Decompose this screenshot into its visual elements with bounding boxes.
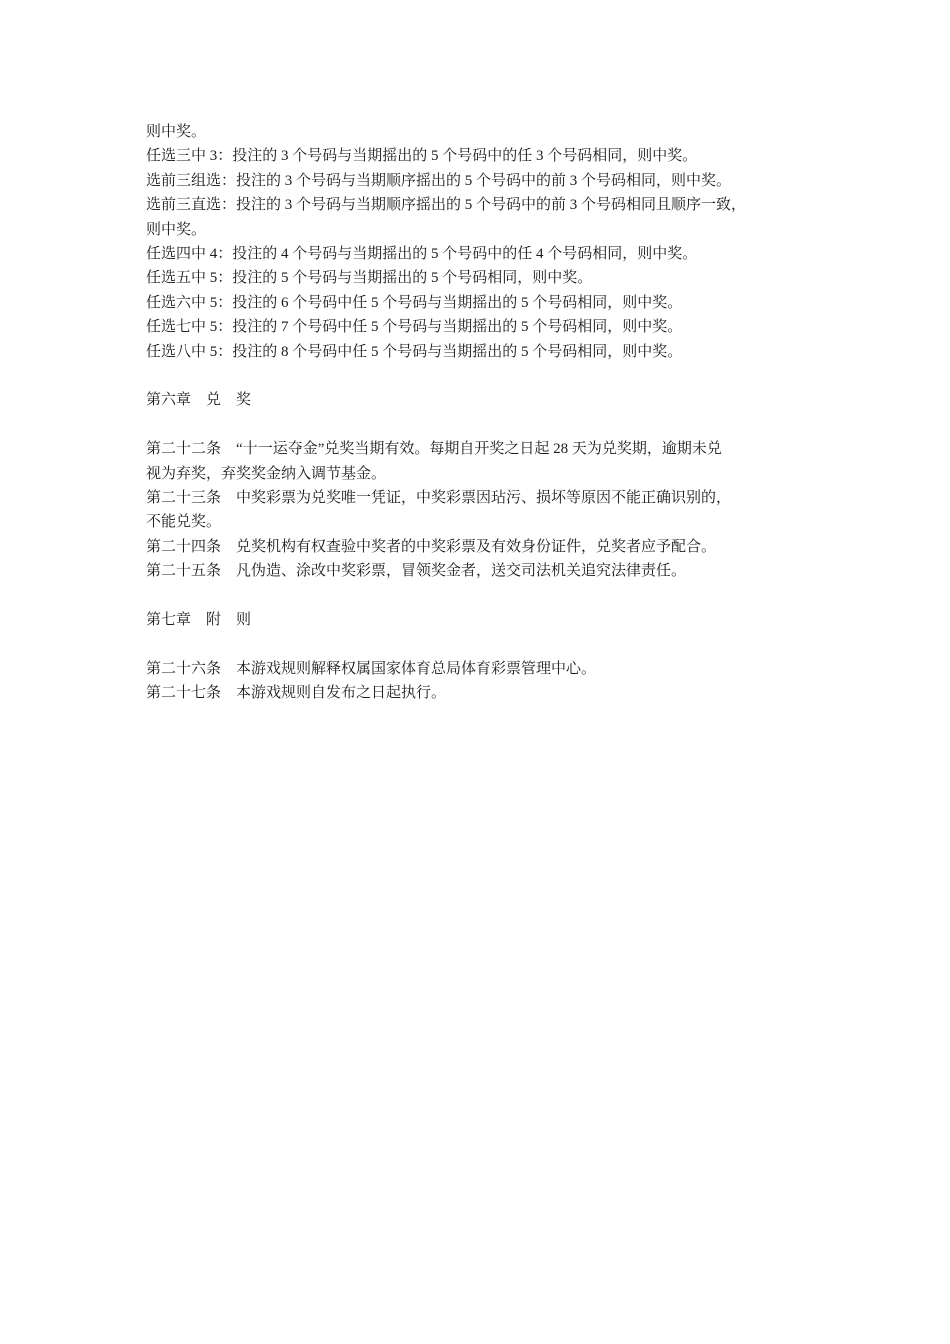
article-text: “十一运夺金”兑奖当期有效。每期自开奖之日起 28 天为兑奖期，逾期未兑	[236, 441, 722, 458]
article-number: 第二十二条	[146, 441, 222, 458]
rule-line: 则中奖。	[146, 124, 207, 140]
article-text: 凡伪造、涂改中奖彩票，冒领奖金者，送交司法机关追究法律责任。	[236, 563, 687, 580]
rule-line: 任选三中 3：投注的 3 个号码与当期摇出的 5 个号码中的任 3 个号码相同，则中奖。	[146, 148, 698, 165]
article-text: 不能兑奖。	[146, 514, 222, 531]
chapter6-articles	[146, 437, 818, 583]
chapter-heading: 第六章 兑 奖	[146, 392, 252, 409]
spacer	[146, 632, 818, 656]
article-text: 视为弃奖，弃奖奖金纳入调节基金。	[146, 465, 387, 482]
rule-line: 选前三组选：投注的 3 个号码与当期顺序摇出的 5 个号码中的前 3 个号码相同，则中奖。	[146, 172, 732, 189]
rule-line: 任选七中 5：投注的 7 个号码中任 5 个号码与当期摇出的 5 个号码相同，则中奖。	[146, 319, 683, 336]
article-text: 中奖彩票为兑奖唯一凭证，中奖彩票因玷污、损坏等原因不能正确识别的，	[236, 490, 732, 507]
article-22	[146, 437, 818, 486]
spacer	[146, 364, 818, 388]
article-text: 本游戏规则自发布之日起执行。	[236, 685, 447, 702]
article-23	[146, 486, 818, 535]
article-number: 第二十七条	[146, 685, 222, 702]
article-number: 第二十六条	[146, 660, 222, 677]
rule-line: 任选六中 5：投注的 6 个号码中任 5 个号码与当期摇出的 5 个号码相同，则中奖。	[146, 294, 683, 311]
document-page	[146, 120, 818, 706]
article-text: 兑奖机构有权查验中奖者的中奖彩票及有效身份证件，兑奖者应予配合。	[236, 538, 717, 555]
rule-line: 选前三直选：投注的 3 个号码与当期顺序摇出的 5 个号码中的前 3 个号码相同且顺序一致，	[146, 197, 747, 214]
article-number: 第二十四条	[146, 538, 222, 555]
article-24	[146, 535, 818, 559]
article-27	[146, 681, 818, 705]
article-number: 第二十三条	[146, 490, 222, 507]
article-number: 第二十五条	[146, 563, 222, 580]
rule-line: 任选八中 5：投注的 8 个号码中任 5 个号码与当期摇出的 5 个号码相同，则中奖。	[146, 343, 683, 360]
rule-line: 则中奖。	[146, 221, 207, 238]
section5-tail	[146, 120, 818, 364]
chapter-heading: 第七章 附 则	[146, 612, 252, 629]
article-25	[146, 559, 818, 583]
chapter7-articles	[146, 657, 818, 706]
rule-line: 任选五中 5：投注的 5 个号码与当期摇出的 5 个号码相同，则中奖。	[146, 270, 593, 287]
article-26	[146, 657, 818, 681]
rule-line: 任选四中 4：投注的 4 个号码与当期摇出的 5 个号码中的任 4 个号码相同，则中奖。	[146, 246, 698, 263]
article-text: 本游戏规则解释权属国家体育总局体育彩票管理中心。	[236, 660, 597, 677]
spacer	[146, 413, 818, 437]
spacer	[146, 584, 818, 608]
